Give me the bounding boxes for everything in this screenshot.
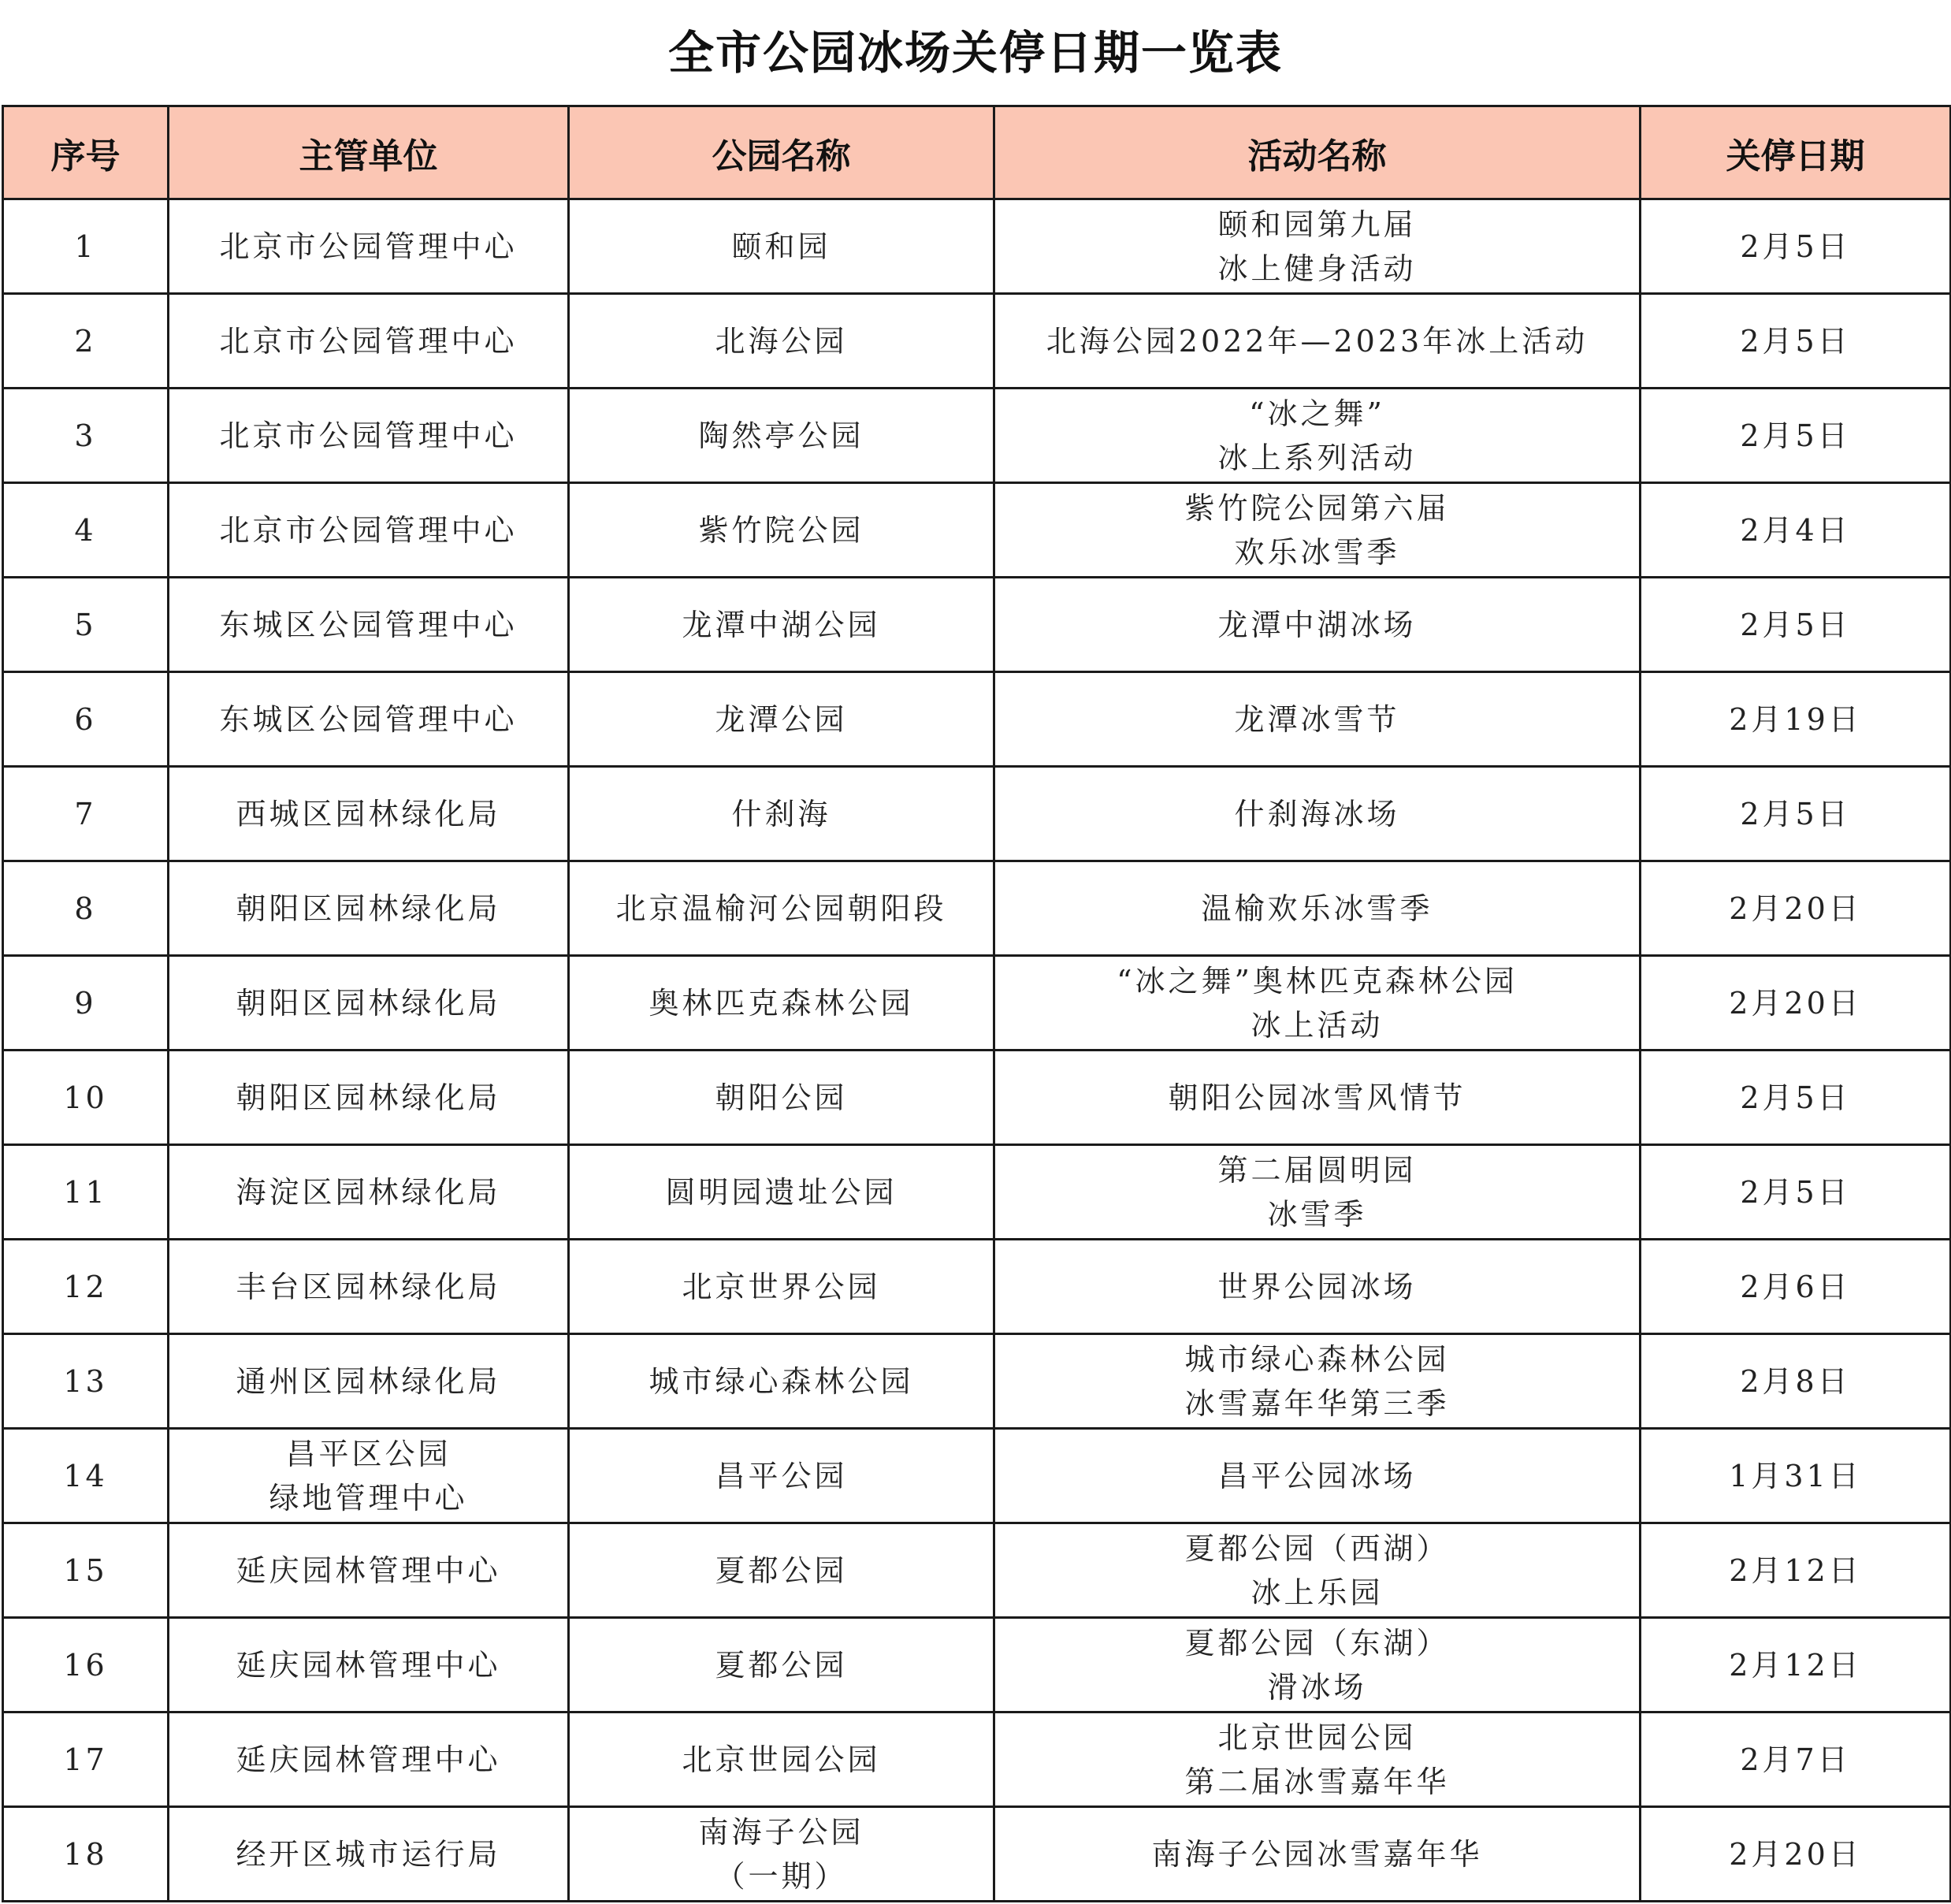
cell-park-line: 城市绿心森林公园 (648, 1363, 914, 1399)
cell-park (569, 578, 994, 672)
cell-park-line: 北京温榆河公园朝阳段 (615, 891, 947, 926)
cell-index: 10 (3, 1051, 169, 1145)
cell-park (569, 1523, 994, 1618)
cell-activity (994, 767, 1641, 861)
cell-activity-line: 冰上系列活动 (1217, 440, 1417, 475)
cell-activity (994, 578, 1641, 672)
cell-activity-line: “冰之舞” (1249, 396, 1385, 431)
cell-unit-line: 东城区公园管理中心 (219, 607, 518, 642)
cell-date: 1月31日 (1641, 1429, 1951, 1523)
cell-date: 2月5日 (1641, 199, 1951, 294)
cell-park-line: （一期） (715, 1858, 848, 1894)
cell-index: 17 (3, 1712, 169, 1807)
cell-park-line: 夏都公园 (715, 1553, 848, 1588)
cell-index: 6 (3, 672, 169, 767)
cell-activity (994, 672, 1641, 767)
cell-index: 16 (3, 1618, 169, 1712)
cell-activity-line: 紫竹院公园第六届 (1184, 490, 1450, 526)
cell-unit (169, 1334, 569, 1429)
table-body (3, 199, 1951, 1902)
table-row (3, 199, 1951, 294)
cell-unit (169, 294, 569, 389)
cell-park-line: 南海子公园 (698, 1814, 864, 1850)
cell-activity (994, 861, 1641, 956)
cell-date: 2月20日 (1641, 861, 1951, 956)
cell-unit-line: 北京市公园管理中心 (219, 512, 518, 548)
header-park: 公园名称 (569, 106, 994, 199)
header-unit: 主管单位 (169, 106, 569, 199)
cell-unit (169, 1051, 569, 1145)
cell-activity-line: 滑冰场 (1267, 1669, 1367, 1705)
cell-unit (169, 767, 569, 861)
cell-park-line: 夏都公园 (715, 1647, 848, 1683)
cell-park (569, 1145, 994, 1240)
cell-date: 2月5日 (1641, 578, 1951, 672)
cell-unit (169, 1429, 569, 1523)
cell-park (569, 672, 994, 767)
cell-date: 2月5日 (1641, 294, 1951, 389)
cell-park (569, 956, 994, 1051)
cell-park-line: 北京世界公园 (682, 1269, 881, 1304)
cell-unit (169, 1807, 569, 1902)
cell-activity (994, 483, 1641, 578)
cell-unit-line: 延庆园林管理中心 (236, 1647, 501, 1683)
cell-index: 1 (3, 199, 169, 294)
cell-unit (169, 578, 569, 672)
cell-activity-line: 第二届圆明园 (1217, 1152, 1417, 1188)
cell-activity-line: 北海公园2022年—2023年冰上活动 (1046, 323, 1589, 359)
closure-schedule-table (2, 105, 1951, 1902)
table-row (3, 1240, 1951, 1334)
cell-park-line: 奥林匹克森林公园 (648, 985, 914, 1021)
table-row (3, 956, 1951, 1051)
cell-activity-line: 夏都公园（东湖） (1184, 1625, 1450, 1660)
cell-activity (994, 956, 1641, 1051)
table-row (3, 861, 1951, 956)
header-index: 序号 (3, 106, 169, 199)
cell-park (569, 389, 994, 483)
cell-activity-line: 什刹海冰场 (1234, 796, 1400, 831)
cell-index: 2 (3, 294, 169, 389)
cell-unit (169, 861, 569, 956)
cell-unit (169, 199, 569, 294)
cell-date: 2月8日 (1641, 1334, 1951, 1429)
cell-index: 5 (3, 578, 169, 672)
cell-date: 2月5日 (1641, 1145, 1951, 1240)
cell-activity-line: 冰雪季 (1267, 1196, 1367, 1232)
cell-activity (994, 1618, 1641, 1712)
header-date: 关停日期 (1641, 106, 1951, 199)
cell-park-line: 紫竹院公园 (698, 512, 864, 548)
cell-park-line: 朝阳公园 (715, 1080, 848, 1115)
cell-date: 2月5日 (1641, 389, 1951, 483)
cell-date: 2月19日 (1641, 672, 1951, 767)
cell-park (569, 1807, 994, 1902)
cell-park (569, 1051, 994, 1145)
cell-index: 15 (3, 1523, 169, 1618)
cell-park (569, 1712, 994, 1807)
cell-activity (994, 1145, 1641, 1240)
header-activity: 活动名称 (994, 106, 1641, 199)
table-row (3, 1807, 1951, 1902)
cell-park (569, 199, 994, 294)
cell-activity-line: “冰之舞”奥林匹克森林公园 (1117, 963, 1518, 998)
cell-date: 2月20日 (1641, 1807, 1951, 1902)
cell-park-line: 昌平公园 (715, 1458, 848, 1493)
cell-unit-line: 昌平区公园 (285, 1436, 452, 1471)
table-row (3, 578, 1951, 672)
table-header-row (3, 106, 1951, 199)
cell-unit-line: 朝阳区园林绿化局 (236, 1080, 501, 1115)
cell-index: 4 (3, 483, 169, 578)
cell-park (569, 1429, 994, 1523)
cell-activity-line: 朝阳公园冰雪风情节 (1168, 1080, 1466, 1115)
cell-park-line: 龙潭公园 (715, 701, 848, 737)
cell-activity (994, 294, 1641, 389)
cell-index: 18 (3, 1807, 169, 1902)
cell-date: 2月4日 (1641, 483, 1951, 578)
cell-unit (169, 956, 569, 1051)
table-row (3, 672, 1951, 767)
cell-activity-line: 昌平公园冰场 (1217, 1458, 1417, 1493)
cell-unit (169, 1712, 569, 1807)
cell-unit-line: 朝阳区园林绿化局 (236, 985, 501, 1021)
table-row (3, 483, 1951, 578)
cell-park-line: 圆明园遗址公园 (665, 1174, 897, 1210)
cell-activity (994, 1429, 1641, 1523)
cell-unit-line: 东城区公园管理中心 (219, 701, 518, 737)
cell-park-line: 龙潭中湖公园 (682, 607, 881, 642)
cell-unit-line: 朝阳区园林绿化局 (236, 891, 501, 926)
cell-index: 3 (3, 389, 169, 483)
cell-date: 2月6日 (1641, 1240, 1951, 1334)
cell-park-line: 颐和园 (731, 229, 831, 264)
cell-activity-line: 冰上乐园 (1250, 1575, 1384, 1610)
cell-park-line: 北京世园公园 (682, 1742, 881, 1777)
cell-activity-line: 夏都公园（西湖） (1184, 1530, 1450, 1566)
cell-activity-line: 冰上健身活动 (1217, 251, 1417, 286)
cell-index: 13 (3, 1334, 169, 1429)
cell-unit (169, 672, 569, 767)
cell-park (569, 1334, 994, 1429)
cell-unit-line: 丰台区园林绿化局 (236, 1269, 501, 1304)
cell-activity-line: 冰雪嘉年华第三季 (1184, 1385, 1450, 1421)
cell-park (569, 1240, 994, 1334)
cell-activity (994, 1712, 1641, 1807)
cell-index: 7 (3, 767, 169, 861)
cell-unit-line: 经开区城市运行局 (236, 1836, 501, 1872)
table-row (3, 1712, 1951, 1807)
table-row (3, 1334, 1951, 1429)
cell-index: 9 (3, 956, 169, 1051)
cell-park-line: 北海公园 (715, 323, 848, 359)
cell-index: 14 (3, 1429, 169, 1523)
cell-activity (994, 1523, 1641, 1618)
table-row (3, 1145, 1951, 1240)
cell-activity (994, 1807, 1641, 1902)
table-row (3, 1618, 1951, 1712)
table-row (3, 389, 1951, 483)
cell-unit-line: 北京市公园管理中心 (219, 323, 518, 359)
cell-unit (169, 1240, 569, 1334)
cell-activity-line: 温榆欢乐冰雪季 (1201, 891, 1433, 926)
cell-unit (169, 1523, 569, 1618)
cell-unit (169, 1145, 569, 1240)
cell-park (569, 861, 994, 956)
cell-activity (994, 1240, 1641, 1334)
cell-unit-line: 延庆园林管理中心 (236, 1742, 501, 1777)
cell-index: 11 (3, 1145, 169, 1240)
cell-park (569, 1618, 994, 1712)
cell-activity (994, 1334, 1641, 1429)
table-row (3, 1051, 1951, 1145)
cell-date: 2月5日 (1641, 1051, 1951, 1145)
cell-park (569, 483, 994, 578)
cell-unit-line: 通州区园林绿化局 (236, 1363, 501, 1399)
cell-activity-line: 北京世园公园 (1217, 1720, 1417, 1755)
cell-unit (169, 1618, 569, 1712)
cell-park-line: 陶然亭公园 (698, 418, 864, 453)
cell-date: 2月7日 (1641, 1712, 1951, 1807)
cell-activity-line: 龙潭冰雪节 (1234, 701, 1400, 737)
cell-unit-line: 北京市公园管理中心 (219, 418, 518, 453)
cell-activity-line: 颐和园第九届 (1217, 206, 1417, 242)
cell-activity-line: 冰上活动 (1250, 1007, 1384, 1043)
cell-unit (169, 389, 569, 483)
cell-park (569, 767, 994, 861)
table-row (3, 767, 1951, 861)
cell-date: 2月5日 (1641, 767, 1951, 861)
cell-activity-line: 第二届冰雪嘉年华 (1184, 1764, 1450, 1799)
cell-date: 2月12日 (1641, 1618, 1951, 1712)
cell-activity-line: 城市绿心森林公园 (1184, 1341, 1450, 1377)
cell-unit-line: 海淀区园林绿化局 (236, 1174, 501, 1210)
cell-activity (994, 1051, 1641, 1145)
cell-activity-line: 世界公园冰场 (1217, 1269, 1417, 1304)
cell-unit-line: 绿地管理中心 (269, 1480, 468, 1515)
cell-date: 2月12日 (1641, 1523, 1951, 1618)
cell-index: 8 (3, 861, 169, 956)
cell-unit-line: 北京市公园管理中心 (219, 229, 518, 264)
cell-unit-line: 西城区园林绿化局 (236, 796, 501, 831)
cell-date: 2月20日 (1641, 956, 1951, 1051)
cell-unit-line: 延庆园林管理中心 (236, 1553, 501, 1588)
cell-activity-line: 龙潭中湖冰场 (1217, 607, 1417, 642)
cell-index: 12 (3, 1240, 169, 1334)
cell-unit (169, 483, 569, 578)
table-row (3, 1523, 1951, 1618)
cell-activity-line: 南海子公园冰雪嘉年华 (1151, 1836, 1483, 1872)
page-title: 全市公园冰场关停日期一览表 (667, 26, 1283, 80)
cell-activity-line: 欢乐冰雪季 (1234, 534, 1400, 570)
cell-activity (994, 199, 1641, 294)
cell-park (569, 294, 994, 389)
cell-park-line: 什刹海 (731, 796, 831, 831)
cell-activity (994, 389, 1641, 483)
table-row (3, 1429, 1951, 1523)
table-row (3, 294, 1951, 389)
